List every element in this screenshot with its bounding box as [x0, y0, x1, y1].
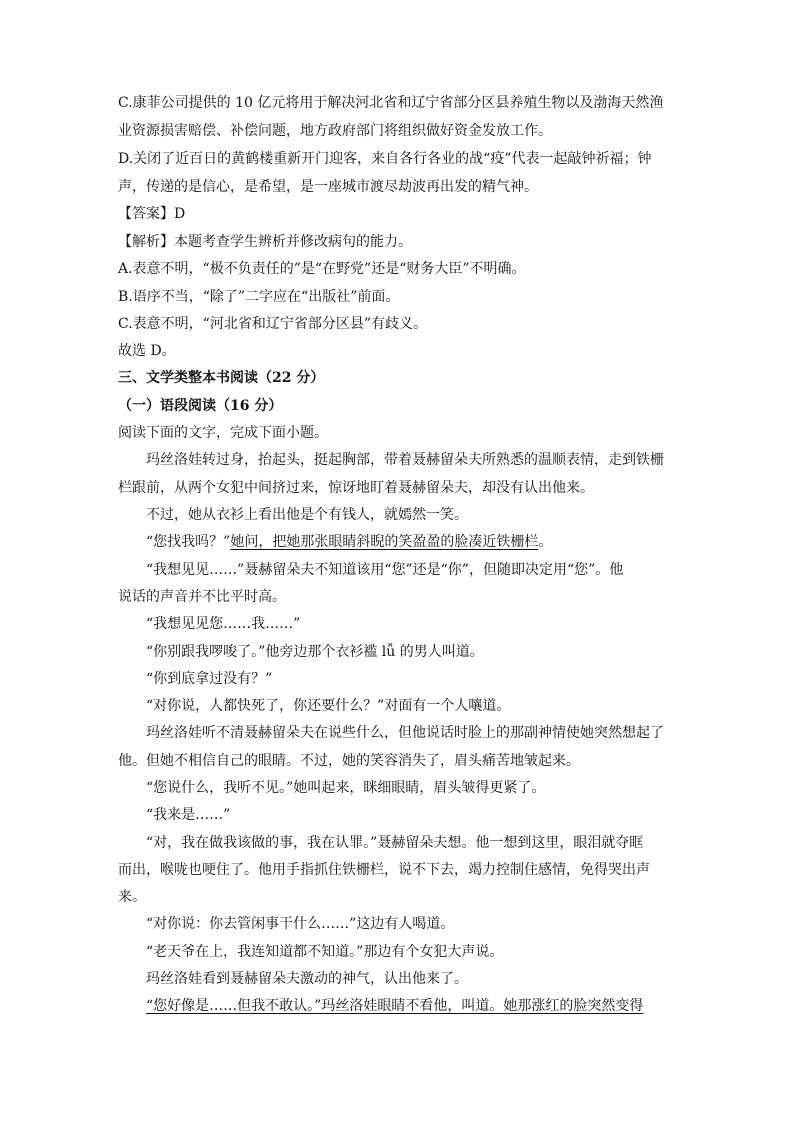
- instruction-line: 阅读下面的文字，完成下面小题。: [118, 425, 328, 441]
- analysis-c: C.表意不明，“河北省和辽宁省部分区县”有歧义。: [118, 316, 427, 332]
- passage-p15: 玛丝洛娃看到聂赫留朵夫激动的神气，认出他来了。: [146, 971, 468, 987]
- option-d-line-1: D.关闭了近百日的黄鹤楼重新开门迎客，来自各行各业的战“疫”代表一起敲钟祈福；钟: [118, 151, 652, 167]
- passage-p12-line-2: 而出，喉咙也哽住了。他用手指抓住铁栅栏，说不下去，竭力控制住感情，免得哭出声: [118, 862, 650, 878]
- analysis-line: 【解析】本题考查学生辨析并修改病句的能力。: [118, 234, 412, 250]
- passage-p3-underlined: 她问，把她那张眼睛斜睨的笑盈盈的脸凑近铁栅栏: [230, 534, 539, 550]
- passage-p9-line-1: 玛丝洛娃听不清聂赫留朵夫在说些什么，但他说话时脸上的那副神情使她突然想起了: [146, 725, 664, 741]
- option-c-line-2: 业资源损害赔偿、补偿问题，地方政府部门将组织做好资金发放工作。: [118, 123, 552, 139]
- analysis-a: A.表意不明，“极不负责任的”是“在野党”还是“财务大臣”不明确。: [118, 261, 526, 277]
- passage-p1-line-1: 玛丝洛娃转过身，抬起头，挺起胸部，带着聂赫留朵夫所熟悉的温顺表情，走到铁栅: [146, 452, 664, 468]
- passage-p5: “我想见见您……我……”: [146, 616, 301, 632]
- passage-p3-end: 。: [538, 534, 553, 550]
- conclusion-line: 故选 D。: [118, 343, 176, 359]
- passage-p13: “对你说：你去管闲事干什么……”这边有人喝道。: [146, 916, 455, 932]
- passage-p3-quote: “您找我吗？”: [146, 534, 231, 550]
- passage-p14: “老天爷在上，我连知道都不知道。”那边有个女犯大声说。: [146, 944, 504, 960]
- section-heading: 三、文学类整本书阅读（22 分）: [118, 370, 325, 386]
- passage-p4-line-2: 说话的声音并不比平时高。: [118, 589, 286, 605]
- passage-p8: “对你说，人都快死了，你还要什么？”对面有一个人嚷道。: [146, 698, 511, 714]
- passage-p4-line-1: “我想见见……”聂赫留朵夫不知道该用“您”还是“你”，但随即决定用“您”。他: [146, 562, 624, 578]
- option-c-line-1: C.康菲公司提供的 10 亿元将用于解决河北省和辽宁省部分区县养殖生物以及渤海天然渔: [118, 95, 664, 111]
- passage-p16-underlined: “您好像是……但我不敢认。”玛丝洛娃眼睛不看他，叫道。她那涨红的脸突然变得: [146, 998, 644, 1014]
- option-d-line-2: 声，传递的是信心，是希望，是一座城市渡尽劫波再出发的精气神。: [118, 179, 538, 195]
- passage-p7: “你到底拿过没有？”: [146, 671, 273, 687]
- passage-p10: “您说什么，我听不见。”她叫起来，眯细眼睛，眉头皱得更紧了。: [146, 780, 546, 796]
- passage-p6: “你别跟我啰唆了。”他旁边那个衣衫褴 lǚ 的男人叫道。: [146, 644, 484, 660]
- passage-p3: [146, 532, 552, 552]
- passage-p9-line-2: 他。但她不相信自己的眼睛。不过，她的笑容消失了，眉头痛苦地皱起来。: [118, 753, 580, 769]
- analysis-b: B.语序不当，“除了”二字应在“出版社”前面。: [118, 289, 400, 305]
- passage-p12-line-1: “对，我在做我该做的事，我在认罪。”聂赫留朵夫想。他一想到这里，眼泪就夺眶: [146, 835, 644, 851]
- passage-p2: 不过，她从衣衫上看出他是个有钱人，就嫣然一笑。: [146, 507, 468, 523]
- passage-p12-line-3: 来。: [118, 889, 146, 905]
- subsection-heading: （一）语段阅读（16 分）: [118, 398, 283, 414]
- passage-p11: “我来是……”: [146, 807, 231, 823]
- answer-line: 【答案】D: [118, 206, 186, 222]
- passage-p1-line-2: 栏跟前，从两个女犯中间挤过来，惊讶地盯着聂赫留朵夫，却没有认出他来。: [118, 480, 594, 496]
